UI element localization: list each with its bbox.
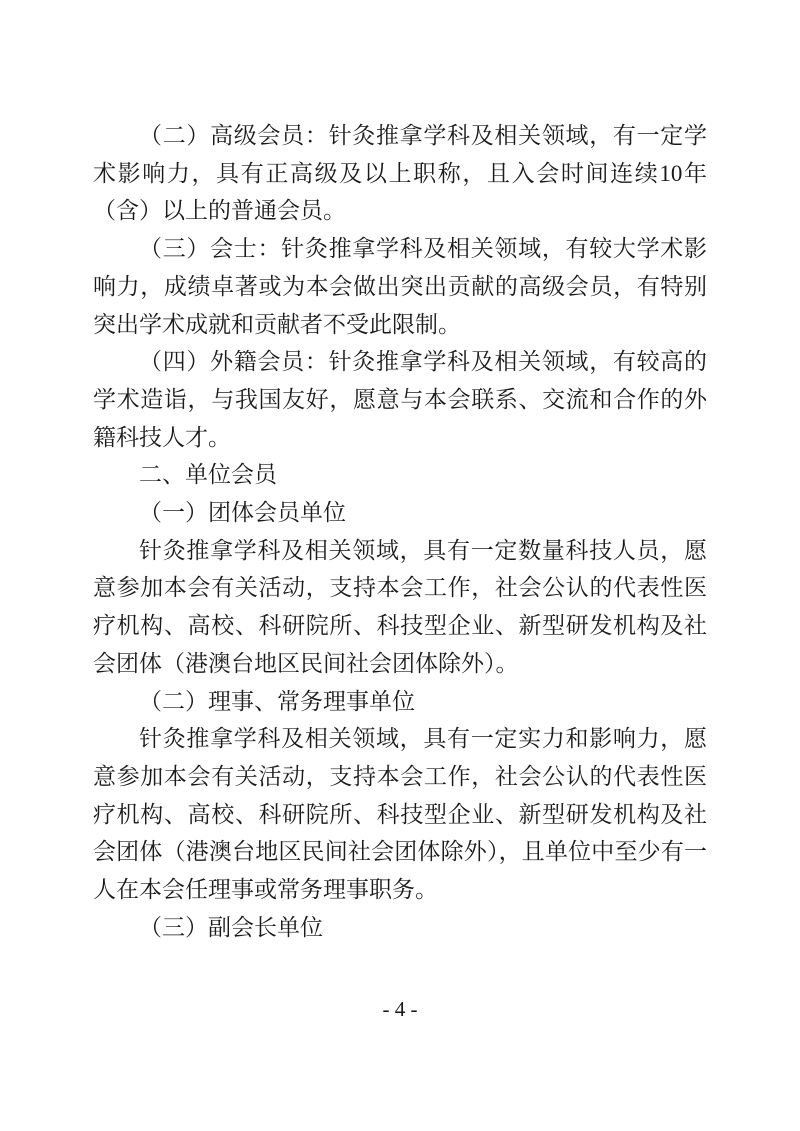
paragraph-senior-member: （二）高级会员：针灸推拿学科及相关领域，有一定学术影响力，具有正高级及以上职称，且入会时间连续10年（含）以上的普通会员。 bbox=[93, 123, 707, 224]
heading-group-member-unit: （一）团体会员单位 bbox=[139, 500, 346, 526]
heading-unit-members: 二、单位会员 bbox=[139, 462, 277, 488]
paragraph-group-member-unit: 针灸推拿学科及相关领域，具有一定数量科技人员，愿意参加本会有关活动，支持本会工作，社会公认的代表性医疗机构、高校、科研院所、科技型企业、新型研发机构及社会团体（港澳台地区民间社会团体除外）。 bbox=[93, 537, 707, 676]
heading-vice-president-unit: （三）副会长单位 bbox=[139, 914, 323, 940]
paragraph-director-unit: 针灸推拿学科及相关领域，具有一定实力和影响力，愿意参加本会有关活动，支持本会工作，社会公认的代表性医疗机构、高校、科研院所、科技型企业、新型研发机构及社会团体（港澳台地区民间社会团体除外），且单位中至少有一人在本会任理事或常务理事职务。 bbox=[93, 726, 707, 903]
heading-director-unit: （二）理事、常务理事单位 bbox=[139, 688, 415, 714]
page-number: - 4 - bbox=[382, 997, 418, 1021]
paragraph-fellow: （三）会士：针灸推拿学科及相关领域，有较大学术影响力，成绩卓著或为本会做出突出贡献的高级会员，有特别突出学术成就和贡献者不受此限制。 bbox=[93, 236, 707, 337]
paragraph-foreign-member: （四）外籍会员：针灸推拿学科及相关领域，有较高的学术造诣，与我国友好，愿意与本会联系、交流和合作的外籍科技人才。 bbox=[93, 349, 707, 450]
page-footer bbox=[0, 996, 800, 1022]
document-body bbox=[93, 117, 707, 946]
